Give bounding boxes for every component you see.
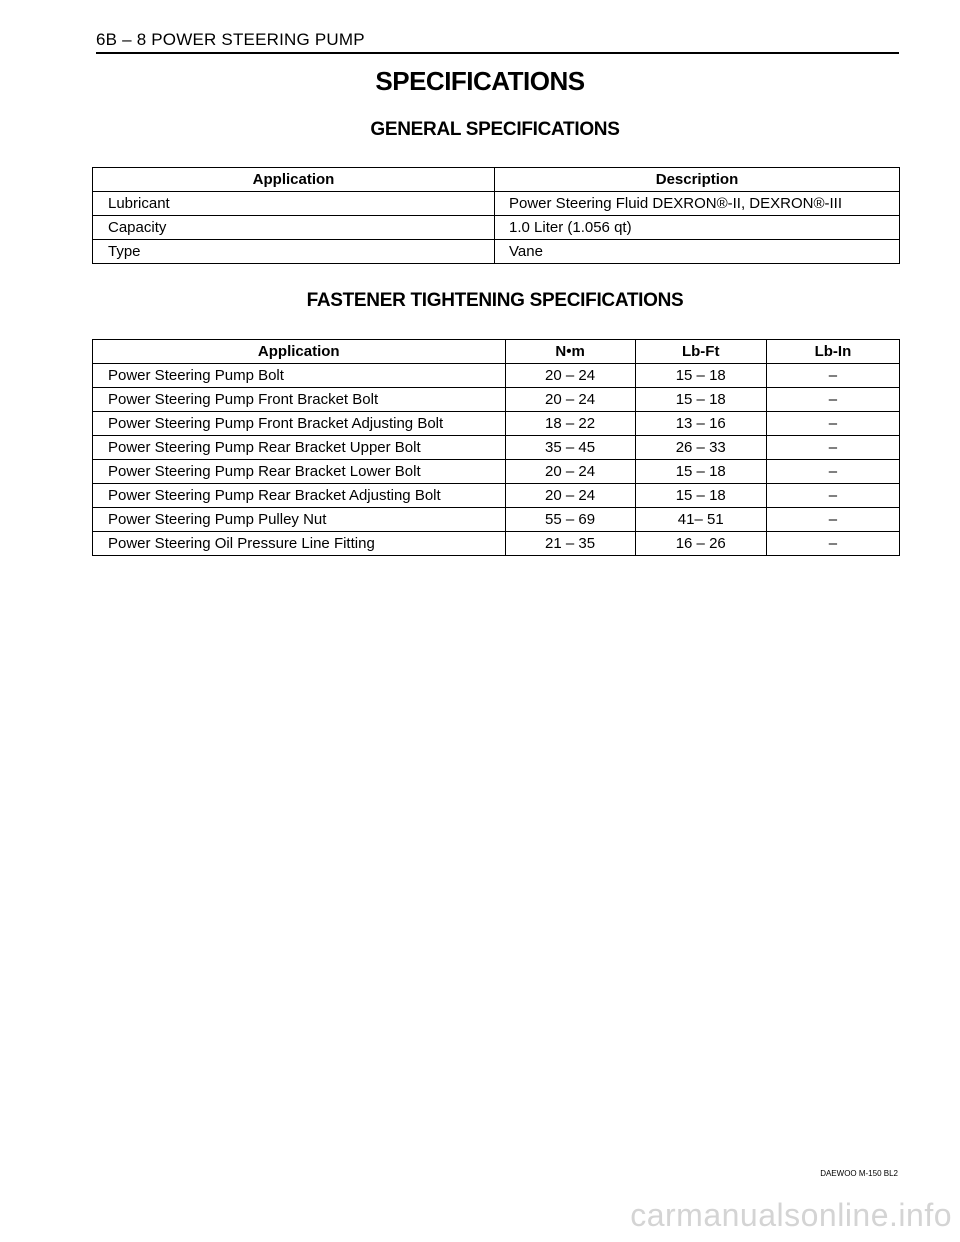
table-row <box>93 532 900 556</box>
column-header-description: Description <box>495 168 900 192</box>
table-row <box>93 192 900 216</box>
nm-cell: 20 – 24 <box>505 484 635 508</box>
document-code: DAEWOO M-150 BL2 <box>820 1169 898 1178</box>
application-cell: Power Steering Pump Rear Bracket Lower Bolt <box>93 460 506 484</box>
nm-cell: 20 – 24 <box>505 388 635 412</box>
lb-in-cell: – <box>766 460 899 484</box>
application-cell: Lubricant <box>93 192 495 216</box>
description-cell: Power Steering Fluid DEXRON®-II, DEXRON®-III <box>495 192 900 216</box>
lb-in-cell: – <box>766 532 899 556</box>
application-cell: Power Steering Pump Front Bracket Bolt <box>93 388 506 412</box>
page-header-text: 6B – 8 POWER STEERING PUMP <box>96 30 365 49</box>
nm-cell: 18 – 22 <box>505 412 635 436</box>
general-specifications-heading: GENERAL SPECIFICATIONS <box>370 119 620 140</box>
application-cell: Power Steering Pump Bolt <box>93 364 506 388</box>
lb-ft-cell: 15 – 18 <box>635 460 766 484</box>
column-header-application: Application <box>93 168 495 192</box>
application-cell: Power Steering Pump Rear Bracket Adjusting Bolt <box>93 484 506 508</box>
lb-in-cell: – <box>766 508 899 532</box>
table-row <box>93 508 900 532</box>
lb-ft-cell: 41– 51 <box>635 508 766 532</box>
table-row <box>93 364 900 388</box>
application-cell: Power Steering Pump Pulley Nut <box>93 508 506 532</box>
nm-cell: 20 – 24 <box>505 460 635 484</box>
column-header-lb-ft: Lb-Ft <box>635 340 766 364</box>
lb-ft-cell: 26 – 33 <box>635 436 766 460</box>
page-title: SPECIFICATIONS <box>375 66 585 96</box>
lb-in-cell: – <box>766 412 899 436</box>
table-row <box>93 388 900 412</box>
table-row <box>93 412 900 436</box>
column-header-application: Application <box>93 340 506 364</box>
nm-cell: 55 – 69 <box>505 508 635 532</box>
application-cell: Power Steering Pump Rear Bracket Upper Bolt <box>93 436 506 460</box>
column-header-lb-in: Lb-In <box>766 340 899 364</box>
description-cell: Vane <box>495 240 900 264</box>
page-header <box>96 28 899 54</box>
application-cell: Power Steering Oil Pressure Line Fitting <box>93 532 506 556</box>
fastener-specifications-heading: FASTENER TIGHTENING SPECIFICATIONS <box>306 290 684 311</box>
lb-ft-cell: 15 – 18 <box>635 364 766 388</box>
lb-ft-cell: 15 – 18 <box>635 388 766 412</box>
lb-in-cell: – <box>766 436 899 460</box>
lb-in-cell: – <box>766 364 899 388</box>
table-header-row <box>93 168 900 192</box>
column-header-nm: N•m <box>505 340 635 364</box>
general-specifications-table <box>92 167 900 264</box>
lb-in-cell: – <box>766 484 899 508</box>
lb-in-cell: – <box>766 388 899 412</box>
nm-cell: 20 – 24 <box>505 364 635 388</box>
nm-cell: 21 – 35 <box>505 532 635 556</box>
table-row <box>93 216 900 240</box>
fastener-specifications-table <box>92 339 900 556</box>
watermark: carmanualsonline.info <box>630 1197 952 1233</box>
application-cell: Type <box>93 240 495 264</box>
application-cell: Capacity <box>93 216 495 240</box>
lb-ft-cell: 16 – 26 <box>635 532 766 556</box>
table-row <box>93 484 900 508</box>
table-header-row <box>93 340 900 364</box>
description-cell: 1.0 Liter (1.056 qt) <box>495 216 900 240</box>
lb-ft-cell: 15 – 18 <box>635 484 766 508</box>
table-row <box>93 240 900 264</box>
lb-ft-cell: 13 – 16 <box>635 412 766 436</box>
table-row <box>93 436 900 460</box>
nm-cell: 35 – 45 <box>505 436 635 460</box>
application-cell: Power Steering Pump Front Bracket Adjusting Bolt <box>93 412 506 436</box>
table-row <box>93 460 900 484</box>
